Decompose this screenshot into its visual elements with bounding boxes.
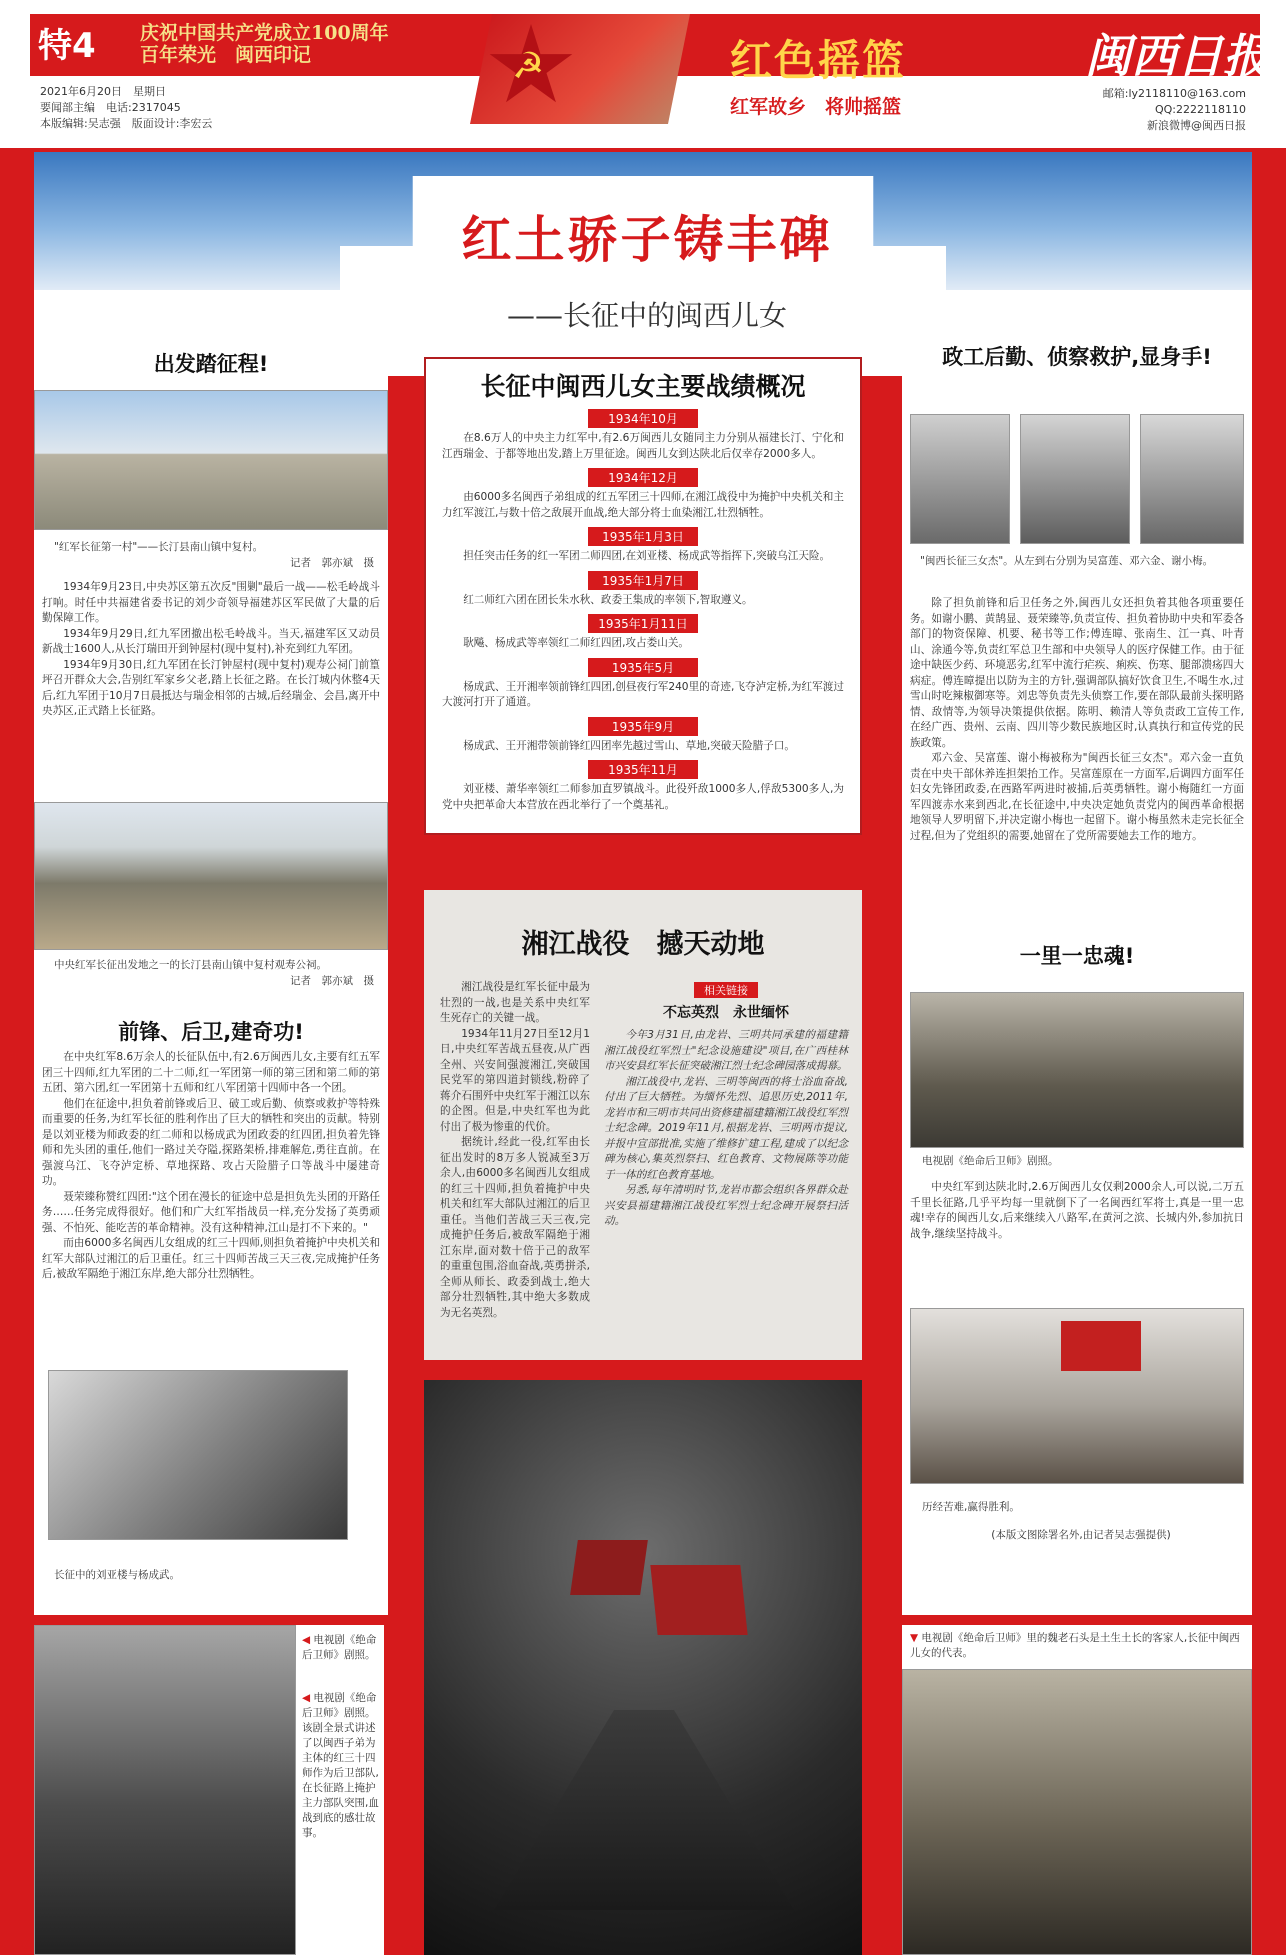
photo-tv-drama-still bbox=[910, 992, 1244, 1148]
photo-caption: 长征中的刘亚楼与杨成武。 bbox=[54, 1569, 180, 1581]
page-number: 特4 bbox=[38, 26, 96, 66]
paragraph: 邓六金、吴富莲、谢小梅被称为"闽西长征三女杰"。邓六金一直负责在中央干部休养连担架抬工作。吴富莲原在一方面军,后调四方面军任妇女先锋团政委,在西路军两进时被捕,后英勇牺牲。谢小梅随红一方面军四渡赤水来到西北,在长征途中,中央决定她负责党内的闽西革命根据地领导人罗明留下,并决定谢小梅也一起留下。谢小梅虽然未走完长征全过程,但为了党组织的需要,她留在了党所需要她去工作的地方。 bbox=[910, 752, 1244, 842]
achievement-text: 在8.6万人的中央主力红军中,有2.6万闽西儿女随同主力分别从福建长汀、宁化和江西瑞金、于都等地出发,踏上万里征途。闽西儿女到达陕北后仅幸存2000多人。 bbox=[442, 432, 844, 460]
photo-caption: 历经苦难,赢得胜利。 bbox=[922, 1501, 1020, 1513]
achievements-title: 长征中闽西儿女主要战绩概况 bbox=[480, 372, 806, 401]
paragraph: 1934年9月29日,红九军团撤出松毛岭战斗。当天,福建军区又动员新战士1600人,从长汀瑞田开到钟屋村(现中复村),补充到红九军团。 bbox=[42, 627, 380, 655]
photo-caption: 电视剧《绝命后卫师》剧照。 bbox=[922, 1155, 1059, 1167]
caption-text: 电视剧《绝命后卫师》里的魏老石头是土生土长的客家人,长征中闽西儿女的代表。 bbox=[910, 1632, 1240, 1659]
photo-credit: 记者 郭亦斌 摄 bbox=[290, 557, 374, 569]
achievement-text: 由6000多名闽西子弟组成的红五军团三十四师,在湘江战役中为掩护中央机关和主力红军渡江,与数十倍之敌展开血战,绝大部分将士血染湘江,壮烈牺牲。 bbox=[442, 491, 844, 519]
left-column bbox=[34, 290, 388, 1615]
section-body-logistics bbox=[910, 596, 1244, 844]
bottom-left-block bbox=[34, 1625, 384, 1955]
paragraph: 在中央红军8.6万余人的长征队伍中,有2.6万闽西儿女,主要有红五军团三十四师,红九军团的二十二师,红一军团第一师的第三团和第二师的第五团、第六团,红一军团第十五师和红八军团第十四师中各一个团。 bbox=[42, 1051, 380, 1094]
banner-emblem-image bbox=[470, 14, 690, 124]
red-flag-icon bbox=[1061, 1321, 1141, 1371]
marching-column-image bbox=[494, 1710, 794, 1910]
portrait-xie-xiaomei bbox=[1140, 414, 1244, 544]
issue-date: 2021年6月20日 星期日 bbox=[40, 85, 166, 98]
photo-liu-yalou-yang-chengwu bbox=[48, 1370, 348, 1540]
section-title-loyal-souls: 一里一忠魂! bbox=[1019, 944, 1135, 968]
caption-text: 电视剧《绝命后卫师》剧照。该剧全景式讲述了以闽西子弟为主体的红三十四师作为后卫部队,在长征路上掩护主力部队突围,血战到底的感壮故事。 bbox=[302, 1692, 379, 1839]
section-body-loyal-souls bbox=[910, 1180, 1244, 1242]
hammer-sickle-icon: ☭ bbox=[512, 46, 545, 87]
paragraph: 除了担负前锋和后卫任务之外,闽西儿女还担负着其他各项重要任务。如谢小鹏、黄鹄显、聂荣臻等,负责宣传、担负着协助中央和军委各部门的物资保障、机要、秘书等工作;傅连暲、张南生、江一真、叶青山、涂通今等,负责红军总卫生部和中央领导人的医疗保健工作。由于征途中缺医少药、环境恶劣,红军中流行疟疾、痢疾、伤寒、腿部溃疡四大病症。傅连暲提出以防为主的方针,强调部队搞好饮食卫生,不喝生水,过雪山时吃辣椒御寒等。刘忠等负责先头侦察工作,要在部队最前头探明路情、敌情等,为领导决策提供依据。陈明、赖清人等负责政工宣传工作,在经广西、贵州、云南、四川等少数民族地区时,认真执行和宣传党的民族政策。 bbox=[910, 597, 1244, 749]
paragraph: 据统计,经此一役,红军由长征出发时的8万多人锐减至3万余人,由6000多名闽西儿女组成的红三十四师,担负着掩护中央机关和红军大部队过湘江的后卫重任。当他们苦战三天三夜,完成掩护任务后,被敌军隔绝于湘江东岸,面对数十倍于己的敌军的重重包围,浴血奋战,英勇拼杀,全师从师长、政委到战士,绝大部分壮烈牺牲,其中绝大多数成为无名英烈。 bbox=[440, 1136, 590, 1319]
portrait-deng-liujin bbox=[1020, 414, 1130, 544]
section-title-departure: 出发踏征程! bbox=[153, 352, 269, 376]
contact-weibo: 新浪微博@闽西日报 bbox=[1147, 119, 1246, 132]
related-link-box bbox=[604, 980, 848, 1230]
paragraph: 而由6000多名闽西儿女组成的红三十四师,则担负着掩护中央机关和红军大部队过湘江的后卫重任。红三十四师苦战三天三夜,完成掩护任务后,被敌军隔绝于湘江东岸,绝大部分壮烈牺牲。 bbox=[42, 1237, 380, 1280]
date-tag: 1934年12月 bbox=[588, 468, 698, 487]
date-tag: 1935年9月 bbox=[588, 717, 698, 736]
contact-email: 邮箱:ly2118110@163.com bbox=[1102, 87, 1246, 100]
red-flag-icon bbox=[650, 1565, 747, 1635]
related-link-tag: 相关链接 bbox=[694, 982, 758, 998]
issue-meta bbox=[40, 84, 212, 132]
photo-red-army-village bbox=[34, 390, 388, 530]
photo-caption bbox=[302, 1691, 380, 1841]
date-tag: 1935年1月11日 bbox=[588, 614, 698, 633]
date-tag: 1935年11月 bbox=[588, 760, 698, 779]
paragraph: 1934年11月27日至12月1日,中央红军苦战五昼夜,从广西全州、兴安间强渡湘江,突破国民党军的第四道封锁线,粉碎了蒋介石围歼中央红军于湘江以东的企图。但是,中央红军也为此付出了极为惨重的代价。 bbox=[440, 1027, 590, 1133]
section-title-logistics: 政工后勤、侦察救护,显身手! bbox=[942, 345, 1212, 369]
contact-qq: QQ:2222118110 bbox=[1154, 103, 1246, 116]
page-header bbox=[0, 0, 1286, 145]
xiangjiang-body bbox=[440, 980, 590, 1321]
achievements-box bbox=[424, 357, 862, 835]
editor-line: 要闻部主编 电话:2317045 bbox=[40, 101, 181, 114]
date-tag: 1935年1月3日 bbox=[588, 527, 698, 546]
column-subtitle: 红军故乡 将帅摇篮 bbox=[730, 96, 902, 118]
paragraph: 1934年9月30日,红九军团在长汀钟屋村(现中复村)观寿公祠门前篁坪召开群众大会,告别红军家乡父老,踏上长征之路。在长汀城内休整4天后,红九军团于10月7日晨抵达与瑞金相邻的古城,后经瑞金、会昌,离开中央苏区,正式踏上长征路。 bbox=[42, 658, 380, 717]
achievement-text: 红二师红六团在团长朱水秋、政委王集成的率领下,智取遵义。 bbox=[463, 593, 753, 606]
red-flag-icon bbox=[570, 1540, 648, 1595]
photo-caption: "红军长征第一村"——长汀县南山镇中复村。 bbox=[54, 541, 264, 553]
section-body-vanguard bbox=[42, 1050, 380, 1283]
photo-caption bbox=[302, 1633, 380, 1663]
contact-info bbox=[1103, 86, 1246, 134]
slogan-line-2: 百年荣光 闽西印记 bbox=[140, 44, 312, 66]
paragraph: 1934年9月23日,中央苏区第五次反"围剿"最后一战——松毛岭战斗打响。时任中共福建省委书记的刘少奇领导福建苏区军民做了大量的后勤保障工作。 bbox=[42, 581, 380, 624]
photo-drama-battle bbox=[902, 1669, 1252, 1955]
photo-river-crossing-battle bbox=[424, 1380, 862, 1955]
paragraph: 中央红军到达陕北时,2.6万闽西儿女仅剩2000余人,可以说,二万五千里长征路,几乎平均每一里就倒下了一名闽西红军将士,真是一里一忠魂!幸存的闽西儿女,后来继续入八路军,在黄河之滨、长城内外,参加抗日战争,继续坚持战斗。 bbox=[910, 1181, 1244, 1240]
photo-caption bbox=[910, 1631, 1246, 1661]
arrow-left-icon: ◀ bbox=[302, 1634, 311, 1646]
column-title: 红色摇篮 bbox=[730, 36, 907, 85]
feature-title: 红土骄子铸丰碑 bbox=[461, 210, 833, 269]
paragraph: 湘江战役是红军长征中最为壮烈的一战,也是关系中央红军生死存亡的关键一战。 bbox=[440, 981, 590, 1024]
photo-credit: (本版文图除署名外,由记者吴志强提供) bbox=[991, 1529, 1171, 1541]
paragraph: 聂荣臻称赞红四团:"这个团在漫长的征途中总是担负先头团的开路任务……任务完成得很好。他们和广大红军指战员一样,充分发扬了英勇顽强、不怕死、能吃苦的革命精神。没有这种精神,江山是打不下来的。" bbox=[42, 1190, 380, 1234]
xiangjiang-box bbox=[424, 890, 862, 1360]
editor-line-2: 本版编辑:吴志强 版面设计:李宏云 bbox=[40, 117, 213, 130]
photo-guanshou-hall bbox=[34, 802, 388, 950]
achievement-text: 刘亚楼、萧华率领红二师参加直罗镇战斗。此役歼敌1000多人,俘敌5300多人,为党中央把革命大本营放在西北举行了一个奠基礼。 bbox=[442, 783, 844, 811]
xiangjiang-title: 湘江战役 撼天动地 bbox=[521, 929, 765, 960]
achievement-text: 杨成武、王开湘带领前锋红四团率先越过雪山、草地,突破天险腊子口。 bbox=[463, 739, 795, 752]
section-body-departure bbox=[42, 580, 380, 720]
portrait-wu-fulian bbox=[910, 414, 1010, 544]
photo-drama-soldiers bbox=[34, 1625, 296, 1955]
date-tag: 1934年10月 bbox=[588, 409, 698, 428]
arrow-left-icon: ◀ bbox=[302, 1692, 311, 1704]
achievements-list bbox=[426, 409, 860, 813]
photo-caption: 中央红军长征出发地之一的长汀县南山镇中复村观寿公祠。 bbox=[54, 959, 327, 971]
paragraph: 今年3月31日,由龙岩、三明共同承建的福建籍湘江战役红军烈士"纪念设施建设"项目,在广西桂林市兴安县红军长征突破湘江烈士纪念碑园落成揭幕。 bbox=[604, 1029, 848, 1072]
caption-text: 电视剧《绝命后卫师》剧照。 bbox=[302, 1634, 377, 1661]
slogan-line-1: 庆祝中国共产党成立100周年 bbox=[140, 22, 389, 44]
photo-caption: "闽西长征三女杰"。从左到右分别为吴富莲、邓六金、谢小梅。 bbox=[920, 555, 1214, 567]
date-tag: 1935年5月 bbox=[588, 658, 698, 677]
paragraph: 另悉,每年清明时节,龙岩市都会组织各界群众赴兴安县福建籍湘江战役红军烈士纪念碑开展祭扫活动。 bbox=[604, 1184, 848, 1227]
paragraph: 他们在征途中,担负着前锋或后卫、破工或后勤、侦察或救护等特殊而重要的任务,为红军长征的胜利作出了巨大的牺牲和突出的贡献。特别是以刘亚楼为师政委的红二师和以杨成武为团政委的红四团,担负着先锋师和先头团的重任,他们一路过关夺隘,探路架桥,排难解危,勇往直前。在强渡乌江、飞夺泸定桥、草地探路、攻占天险腊子口等战斗中屡建奇功。 bbox=[42, 1097, 380, 1187]
newspaper-logo: 闽西日报 bbox=[1085, 29, 1269, 83]
related-link-title: 不忘英烈 永世缅怀 bbox=[663, 1005, 789, 1021]
right-column bbox=[902, 290, 1252, 1615]
photo-victory-sculpture bbox=[910, 1308, 1244, 1484]
feature-subtitle: ——长征中的闽西儿女 bbox=[506, 299, 787, 332]
achievement-text: 耿飚、杨成武等率领红二师红四团,攻占娄山关。 bbox=[463, 637, 690, 649]
date-tag: 1935年1月7日 bbox=[588, 571, 698, 590]
slogan bbox=[140, 22, 389, 66]
arrow-down-icon: ▼ bbox=[910, 1632, 919, 1644]
achievement-text: 杨成武、王开湘率领前锋红四团,创昼夜行军240里的奇迹,飞夺泸定桥,为红军渡过大渡河打开了通道。 bbox=[442, 680, 844, 708]
paragraph: 湘江战役中,龙岩、三明等闽西的将士浴血奋战,付出了巨大牺牲。为缅怀先烈、追思历史,2011年,龙岩市和三明市共同出资修建福建籍湘江战役红军烈士纪念碑。2019年11月,根据龙岩、三明两市提议,并报中宣部批准,实施了维修扩建工程,建成了以纪念碑为核心,集英烈祭扫、红色教育、文物展陈等功能于一体的红色教育基地。 bbox=[604, 1075, 848, 1181]
achievement-text: 担任突击任务的红一军团二师四团,在刘亚楼、杨成武等指挥下,突破乌江天险。 bbox=[463, 550, 831, 562]
bottom-right-block bbox=[902, 1625, 1252, 1955]
photo-credit: 记者 郭亦斌 摄 bbox=[290, 975, 374, 987]
section-title-vanguard: 前锋、后卫,建奇功! bbox=[118, 1020, 304, 1044]
